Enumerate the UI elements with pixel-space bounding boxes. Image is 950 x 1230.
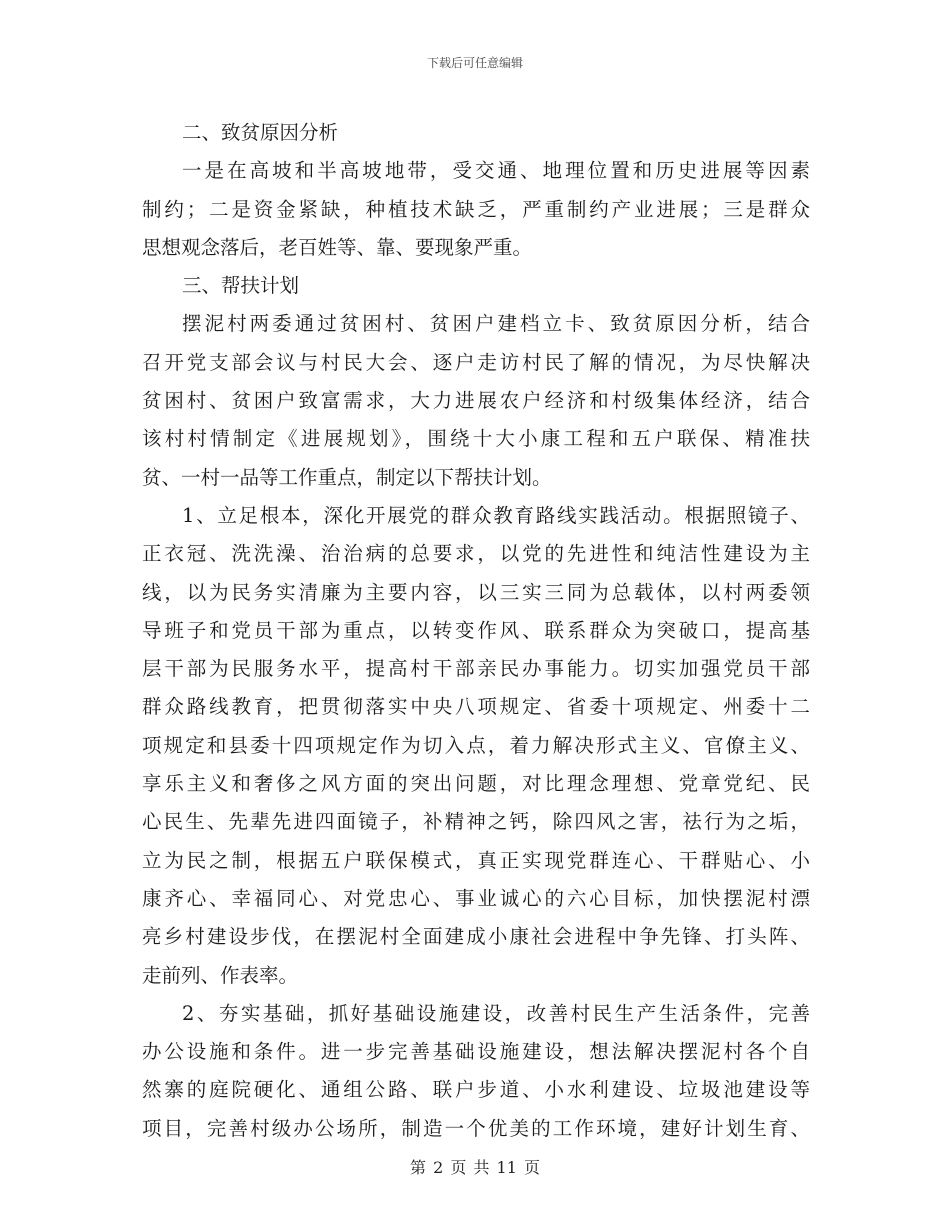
text-line: 导班子和党员干部为重点，以转变作风、联系群众为突破口，提高基 bbox=[142, 618, 810, 642]
text-line: 线，以为民务实清廉为主要内容，以三实三同为总载体，以村两委领 bbox=[142, 580, 810, 604]
text-line: 该村村情制定《进展规划》，围绕十大小康工程和五户联保、精准扶 bbox=[142, 427, 810, 451]
text-line: 召开党支部会议与村民大会、逐户走访村民了解的情况，为尽快解决 bbox=[142, 350, 810, 374]
page-header: 下载后可任意编辑 bbox=[426, 56, 523, 70]
page-number: 第 2 页 共 11 页 bbox=[410, 1158, 540, 1177]
text-line: 享乐主义和奢侈之风方面的突出问题，对比理念理想、党章党纪、民 bbox=[142, 772, 810, 796]
text-line: 办公设施和条件。进一步完善基础设施建设，想法解决摆泥村各个自 bbox=[142, 1040, 810, 1064]
text-line: 贫困村、贫困户致富需求，大力进展农户经济和村级集体经济，结合 bbox=[142, 389, 810, 413]
document-body bbox=[142, 114, 810, 1148]
text-line: 康齐心、幸福同心、对党忠心、事业诚心的六心目标，加快摆泥村漂 bbox=[142, 886, 810, 910]
text-line: 思想观念落后，老百姓等、靠、要现象严重。 bbox=[142, 235, 533, 259]
text-line: 二、致贫原因分析 bbox=[182, 121, 339, 144]
text-line: 项规定和县委十四项规定作为切入点，着力解决形式主义、官僚主义、 bbox=[142, 733, 810, 757]
text-line: 三、帮扶计划 bbox=[182, 274, 300, 298]
text-line: 贫、一村一品等工作重点，制定以下帮扶计划。 bbox=[142, 465, 552, 489]
text-line: 摆泥村两委通过贫困村、贫困户建档立卡、致贫原因分析，结合 bbox=[182, 312, 810, 336]
text-line: 然寨的庭院硬化、通组公路、联户步道、小水利建设、垃圾池建设等 bbox=[142, 1078, 810, 1102]
text-line: 心民生、先辈先进四面镜子，补精神之钙，除四风之害，祛行为之垢， bbox=[142, 810, 810, 834]
text-line: 层干部为民服务水平，提高村干部亲民办事能力。切实加强党员干部 bbox=[142, 657, 810, 681]
text-line: 制约；二是资金紧缺，种植技术缺乏，严重制约产业进展；三是群众 bbox=[142, 197, 810, 221]
text-line: 2、夯实基础，抓好基础设施建设，改善村民生产生活条件，完善 bbox=[182, 1001, 810, 1025]
text-line: 一是在高坡和半高坡地带，受交通、地理位置和历史进展等因素 bbox=[182, 159, 810, 183]
text-line: 立为民之制，根据五户联保模式，真正实现党群连心、干群贴心、小 bbox=[142, 848, 810, 872]
text-line: 走前列、作表率。 bbox=[142, 963, 299, 987]
text-line: 正衣冠、洗洗澡、治治病的总要求，以党的先进性和纯洁性建设为主 bbox=[142, 542, 810, 566]
text-line: 群众路线教育，把贯彻落实中央八项规定、省委十项规定、州委十二 bbox=[142, 695, 810, 719]
text-line: 项目，完善村级办公场所，制造一个优美的工作环境，建好计划生育、 bbox=[142, 1116, 810, 1140]
text-line: 亮乡村建设步伐，在摆泥村全面建成小康社会进程中争先锋、打头阵、 bbox=[142, 925, 810, 949]
text-line: 1、立足根本，深化开展党的群众教育路线实践活动。根据照镜子、 bbox=[182, 503, 810, 527]
